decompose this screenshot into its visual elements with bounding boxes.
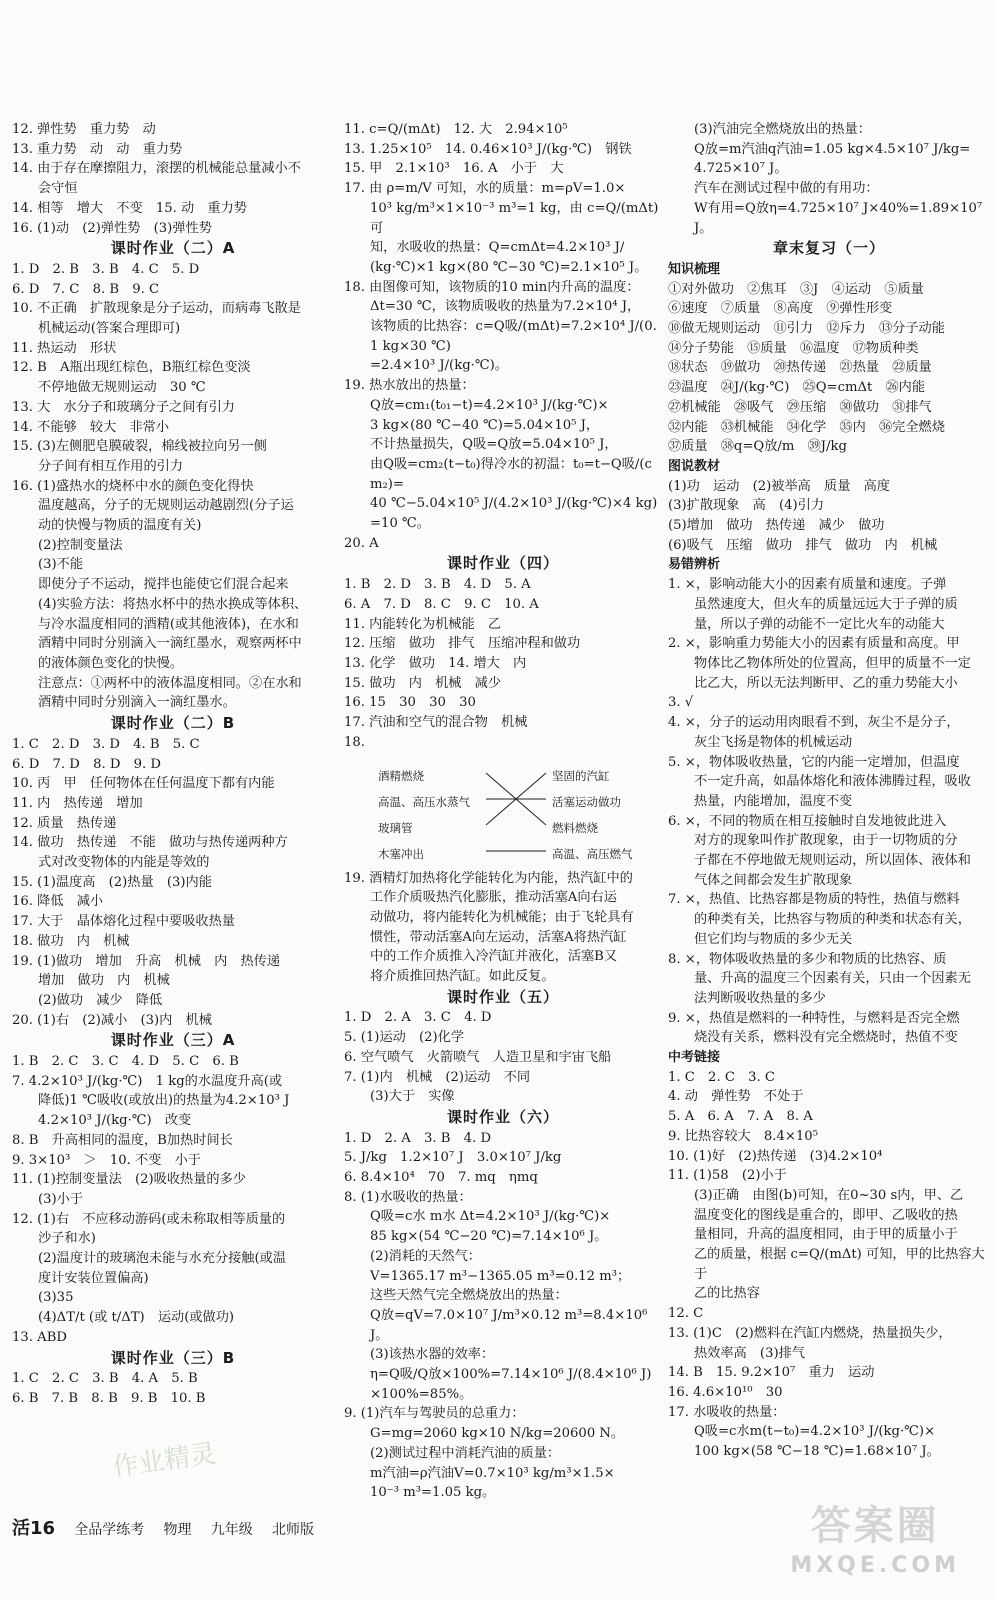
- answer-line-continued: =2.4×10³ J/(kg·℃)。: [370, 358, 508, 374]
- answer-line-continued: 不一定升高，如晶体熔化和液体沸腾过程，吸收: [694, 774, 971, 790]
- matching-right-item: 燃料燃烧: [552, 820, 598, 835]
- answer-line: 2. ×，影响重力势能大小的因素有质量和高度。甲: [668, 636, 960, 652]
- answer-line: 11. (1)控制变量法 (2)吸收热量的多少: [12, 1172, 246, 1188]
- matching-left-item: 木塞冲出: [378, 846, 424, 861]
- answer-line: 17. 水吸收的热量：: [668, 1404, 786, 1420]
- answer-line: 8. B 升高相同的温度，B加热时间长: [12, 1132, 233, 1148]
- section-heading: 课时作业（三）A: [110, 1031, 236, 1050]
- answer-line: 13. 化学 做功 14. 增大 内: [344, 655, 527, 671]
- answer-line-continued: m汽油=ρ汽油V=0.7×10³ kg/m³×1.5×: [370, 1465, 615, 1481]
- answer-line-continued: 量、升高的温度三个因素有关，只由一个因素无: [694, 971, 971, 987]
- answer-line: 1. C 2. D 3. D 4. B 5. C: [12, 736, 200, 752]
- answer-line: 4. ×，分子的运动用肉眼看不到，灰尘不是分子，: [668, 715, 960, 731]
- section-heading: 章末复习（一）: [772, 239, 885, 258]
- answer-line: 12. 质量 热传递: [12, 815, 117, 831]
- page-number: 活16: [12, 1518, 56, 1539]
- answer-line: (3)扩散现象 高 (4)引力: [668, 498, 825, 514]
- answer-line: 9. 3×10³ ＞ 10. 不变 小于: [12, 1152, 201, 1168]
- answer-line: ⑭分子势能 ⑮质量 ⑯温度 ⑰物质种类: [668, 340, 919, 356]
- answer-line-continued: (3)正确 由图(b)可知，在0~30 s内，甲、乙: [694, 1187, 964, 1203]
- answer-line-continued: 乙的比热容: [694, 1286, 760, 1302]
- matching-left-item: 玻璃管: [378, 820, 413, 835]
- subsection-heading: 图说教材: [668, 458, 721, 474]
- answer-line: 10. 不正确 扩散现象是分子运动，而病毒飞散是: [12, 301, 301, 317]
- answer-line-continued: 法判断吸收热量的多少: [694, 990, 826, 1006]
- answer-line: 18. 由图像可知，该物质的10 min内升高的温度：: [344, 279, 640, 295]
- answer-line-continued: Δt=30 ℃，该物质吸收的热量为7.2×10⁴ J，: [370, 299, 641, 315]
- section-heading: 课时作业（三）B: [110, 1348, 236, 1367]
- answer-line-continued: 增加 做功 内 机械: [38, 973, 170, 989]
- answer-line: 19. 热水放出的热量：: [344, 378, 475, 394]
- answer-line: 11. 热运动 形状: [12, 340, 117, 356]
- matching-diagram: [374, 755, 662, 867]
- answer-line: 12. 弹性势 重力势 动: [12, 122, 156, 137]
- answer-line-continued: Q吸=c水m(t−t₀)=4.2×10³ J/(kg·℃)×: [694, 1424, 936, 1440]
- subsection-heading: 中考链接: [668, 1050, 721, 1066]
- answer-line: 15. (1)温度高 (2)热量 (3)内能: [12, 874, 212, 890]
- matching-right-item: 坚固的汽缸: [552, 768, 610, 783]
- faint-watermark: 作业精灵: [110, 1438, 218, 1484]
- answer-line: 17. 汽油和空气的混合物 机械: [344, 715, 528, 731]
- answer-line: ⑥速度 ⑦质量 ⑧高度 ⑨弹性形变: [668, 301, 893, 317]
- answer-line: 11. c=Q/(mΔt) 12. 大 2.94×10⁵: [344, 122, 568, 137]
- answer-line-continued: 量，所以子弹的动能不一定比火车的动能大: [694, 616, 945, 632]
- answer-line: 6. B 7. B 8. B 9. B 10. B: [12, 1391, 206, 1406]
- answer-line: ⑩做无规则运动 ⑪引力 ⑫斥力 ⑬分子动能: [668, 321, 945, 337]
- answer-line-continued: G=mg=2060 kg×10 N/kg=20600 N。: [370, 1426, 625, 1442]
- answer-line: 16. (1)动 (2)弹性势 (3)弹性势: [12, 220, 212, 236]
- answer-line-continued: Q放=m汽油q汽油=1.05 kg×4.5×10⁷ J/kg=: [694, 141, 971, 157]
- answer-line: 13. 1.25×10⁵ 14. 0.46×10³ J/(kg·℃) 钢铁: [344, 141, 632, 157]
- answer-line: 1. ×，影响动能大小的因素有质量和速度。子弹: [668, 577, 947, 593]
- answer-line-continued: 与冷水温度相同的酒精(或其他液体)，在水和: [38, 616, 299, 632]
- answer-line-continued: 动的快慢与物质的温度有关): [38, 518, 202, 534]
- answer-line-continued: 即使分子不运动，搅拌也能使它们混合起来: [38, 577, 289, 593]
- answer-line: 12. 压缩 做功 排气 压缩冲程和做功: [344, 636, 581, 652]
- answer-line: 9. 比热容较大 8.4×10⁵: [668, 1128, 818, 1144]
- answer-line: 5. A 6. A 7. A 8. A: [668, 1109, 813, 1125]
- answer-line-continued: 温度变化的图线是重合的，即甲、乙吸收的热: [694, 1207, 958, 1223]
- site-watermark: 答案圈 MXQE.COM: [790, 1503, 960, 1578]
- answer-line-continued: (3)小于: [38, 1191, 84, 1207]
- answer-line: 13. ABD: [12, 1329, 67, 1345]
- answer-line-continued: 3 kg×(80 ℃−40 ℃)=5.04×10⁵ J，: [370, 417, 600, 433]
- answer-line-continued: 物体比乙物体所处的位置高，但甲的质量不一定: [694, 655, 971, 671]
- answer-line-continued: 惯性，带动活塞A向左运动，活塞A将热汽缸: [370, 929, 627, 945]
- answer-line-continued: 该物质的比热容：c=Q吸/(mΔt)=7.2×10⁴ J/(0.1 kg×30 ℃): [370, 319, 657, 354]
- answer-line-continued: (2)温度计的玻璃泡未能与水充分接触(或温: [38, 1251, 287, 1267]
- section-heading: 课时作业（二）A: [110, 239, 236, 258]
- answer-line-continued: 汽车在测试过程中做的有用功：: [694, 181, 879, 197]
- answer-line: 10. (1)好 (2)热传递 (3)4.2×10⁴: [668, 1148, 883, 1164]
- answer-line: 1. C 2. C 3. B 4. A 5. B: [12, 1371, 198, 1387]
- answer-line-continued: 会守恒: [38, 181, 78, 197]
- answer-line: 16. 4.6×10¹⁰ 30: [668, 1385, 783, 1400]
- answer-line: 6. A 7. D 8. C 9. C 10. A: [344, 596, 539, 612]
- matching-right-item: 活塞运动做功: [552, 794, 621, 809]
- answer-line-continued: 不计热量损失，Q吸=Q放=5.04×10⁵ J，: [370, 437, 618, 453]
- answer-line-continued: η=Q吸/Q放×100%=7.14×10⁶ J/(8.4×10⁶ J)×100%=85%。: [370, 1367, 652, 1402]
- answer-line-continued: 气体之间都会发生扩散现象: [694, 872, 853, 888]
- answer-line: 5. J/kg 1.2×10⁷ J 3.0×10⁷ J/kg: [344, 1150, 562, 1166]
- answer-line-continued: (2)消耗的天然气：: [370, 1248, 481, 1264]
- section-heading: 课时作业（四）: [446, 554, 559, 573]
- answer-line-continued: 100 kg×(58 ℃−18 ℃)=1.68×10⁷ J。: [694, 1444, 940, 1460]
- matching-left-item: 高温、高压水蒸气: [378, 794, 470, 809]
- answer-line-continued: (3)不能: [38, 557, 84, 573]
- subsection-heading: 易错辨析: [668, 557, 721, 573]
- answer-line-continued: 这些天然气完全燃烧放出的热量：: [370, 1288, 568, 1304]
- answer-line-continued: 注意点：①两杯中的液体温度相同。②在水和: [38, 675, 302, 691]
- section-heading: 课时作业（二）B: [110, 714, 236, 733]
- answer-line: 9. (1)汽车与驾驶员的总重力：: [344, 1406, 525, 1422]
- answer-line-continued: 量相同，升高的温度相同，由于甲的质量小于: [694, 1227, 958, 1243]
- answer-line-continued: 的种类有关，比热容与物质的种类和状态有关，: [694, 912, 971, 928]
- answer-line: 16. 15 30 30 30: [344, 695, 476, 711]
- answer-line-continued: 对方的现象叫作扩散现象，由于一切物质的分: [694, 833, 958, 849]
- answer-line-continued: 机械运动(答案合理即可): [38, 321, 181, 337]
- answer-line: 1. D 2. B 3. B 4. C 5. D: [12, 261, 200, 277]
- answer-line-continued: (3)大于 实像: [370, 1089, 455, 1105]
- matching-left-item: 酒精燃烧: [378, 768, 424, 783]
- answer-line: 7. 4.2×10³ J/(kg·℃) 1 kg的水温度升高(或: [12, 1073, 283, 1089]
- answer-line-continued: Q放=cm₁(t₀₁−t)=4.2×10³ J/(kg·℃)×: [370, 397, 609, 413]
- answer-line: 14. 由于存在摩擦阻力，滚摆的机械能总量减小不: [12, 161, 301, 177]
- answer-line: 13. 重力势 动 动 重力势: [12, 141, 183, 157]
- page-footer: [12, 1514, 328, 1540]
- answer-line-continued: 但它们均与物质的多少无关: [694, 931, 853, 947]
- answer-line-continued: 10⁻³ m³=1.05 kg。: [370, 1485, 496, 1501]
- answer-line-continued: 酒精中同时分别滴入一滴红墨水，观察两杯中: [38, 636, 302, 652]
- answer-line-continued: 动做功，将内能转化为机械能；由于飞轮具有: [370, 909, 634, 925]
- answer-line: 14. B 15. 9.2×10⁷ 重力 运动: [668, 1365, 875, 1381]
- answer-line: 20. (1)右 (2)减小 (3)内 机械: [12, 1012, 212, 1028]
- answer-line: ㉗机械能 ㉘吸气 ㉙压缩 ㉚做功 ㉛排气: [668, 399, 932, 415]
- answer-line-continued: 热效率高 (3)排气: [694, 1345, 805, 1361]
- answer-line-continued: 度计安装位置偏高): [38, 1270, 149, 1286]
- answer-line: 20. A: [344, 535, 379, 551]
- answer-line: 16. 降低 减小: [12, 894, 104, 910]
- answer-line-continued: (3)汽油完全燃烧放出的热量：: [694, 122, 871, 137]
- answer-line-continued: 85 kg×(54 ℃−20 ℃)=7.14×10⁶ J。: [370, 1229, 608, 1245]
- answer-line: 11. 内能转化为机械能 乙: [344, 616, 502, 632]
- answer-line-continued: 40 ℃−5.04×10⁵ J/(4.2×10³ J/(kg·℃)×4 kg)=10 ℃。: [370, 496, 658, 532]
- answer-line-continued: 的液体颜色变化的快慢。: [38, 655, 184, 671]
- answer-line-continued: (3)该热水器的效率：: [370, 1347, 495, 1363]
- answer-line-continued: 烧没有关系，燃料没有完全燃烧时，热值不变: [694, 1030, 958, 1046]
- answer-line-continued: 4.2×10³ J/(kg·℃) 改变: [38, 1113, 192, 1129]
- answer-line: 9. ×，热值是燃料的一种特性，与燃料是否完全燃: [668, 1010, 960, 1026]
- answer-line-continued: 将介质推回热汽缸。如此反复。: [370, 969, 555, 985]
- answer-line-continued: 工作介质吸热汽化膨胀，推动活塞A向右运: [370, 890, 617, 906]
- answer-line-continued: 热量，内能增加，温度不变: [694, 793, 853, 809]
- answer-line-continued: Q放=qV=7.0×10⁷ J/m³×0.12 m³=8.4×10⁶ J。: [370, 1307, 652, 1343]
- answer-line-continued: 中的工作介质推入冷汽缸并液化，活塞B又: [370, 949, 618, 965]
- answer-line-continued: (4)ΔT/t (或 t/ΔT) 运动(或做功): [38, 1310, 235, 1326]
- answer-line: 1. B 2. D 3. B 4. D 5. A: [344, 577, 531, 593]
- answer-line: 15. 甲 2.1×10³ 16. A 小于 大: [344, 161, 564, 177]
- answer-column-middle: [344, 120, 662, 1503]
- answer-line-continued: 沙子和水): [38, 1231, 96, 1247]
- answer-line: 6. 8.4×10⁴ 70 7. mq ηmq: [344, 1170, 538, 1186]
- answer-line: 3. √: [668, 695, 694, 711]
- section-heading: 课时作业（六）: [446, 1107, 559, 1126]
- section-heading: 课时作业（五）: [446, 987, 559, 1006]
- answer-line: 11. (1)58 (2)小于: [668, 1168, 787, 1184]
- answer-line: 15. 做功 内 机械 减少: [344, 675, 502, 691]
- answer-line-continued: 温度越高，分子的无规则运动越剧烈(分子运: [38, 498, 294, 514]
- answer-line-continued: 酒精中同时分别滴入一滴红墨水。: [38, 695, 236, 711]
- answer-line: (5)增加 做功 热传递 减少 做功: [668, 518, 885, 534]
- matching-right-item: 高温、高压燃气: [552, 846, 633, 861]
- answer-line-continued: W有用=Q放η=4.725×10⁷ J×40%=1.89×10⁷ J。: [694, 200, 987, 236]
- answer-line-continued: 不停地做无规则运动 30 ℃: [38, 380, 206, 396]
- answer-line: 5. (1)运动 (2)化学: [344, 1030, 465, 1046]
- answer-line: 5. ×，物体吸收热量，它的内能一定增加，但温度: [668, 754, 960, 770]
- answer-line: 1. D 2. A 3. C 4. D: [344, 1010, 492, 1026]
- answer-line: 4. 动 弹性势 不处于: [668, 1089, 804, 1105]
- subsection-heading: 知识梳理: [668, 261, 721, 277]
- answer-line-continued: (2)控制变量法: [38, 537, 123, 553]
- answer-line: ①对外做功 ②焦耳 ③J ④运动 ⑤质量: [668, 281, 924, 297]
- book-series: 全品学练考: [74, 1522, 145, 1538]
- answer-line: ⑱状态 ⑲做功 ⑳热传递 ㉑热量 ㉒质量: [668, 360, 932, 376]
- answer-line: ㉓温度 ㉔J/(kg·℃) ㉕Q=cmΔt ㉖内能: [668, 380, 926, 396]
- subject-label: 物理: [163, 1522, 192, 1538]
- answer-line: 1. B 2. C 3. C 4. D 5. C 6. B: [12, 1054, 239, 1070]
- answer-line: ㉜内能 ㉝机械能 ㉞化学 ㉟内 ㊱完全燃烧: [668, 419, 945, 435]
- answer-line-continued: (2)做功 减少 降低: [38, 992, 163, 1008]
- grade-label: 九年级: [210, 1522, 253, 1538]
- answer-line: 10. 丙 甲 任何物体在任何温度下都有内能: [12, 776, 275, 792]
- answer-line-continued: 知，水吸收的热量：Q=cmΔt=4.2×10³ J/: [370, 240, 625, 256]
- answer-line-continued: 比乙大，所以无法判断甲、乙的重力势能大小: [694, 675, 958, 691]
- answer-line: 1. D 2. A 3. B 4. D: [344, 1130, 492, 1146]
- answer-line: 13. (1)C (2)燃料在汽缸内燃烧，热量损失少，: [668, 1325, 952, 1341]
- answer-line-continued: (3)35: [38, 1290, 74, 1306]
- answer-line: 15. (3)左侧肥皂膜破裂，棉线被拉向另一侧: [12, 439, 267, 455]
- answer-line-continued: V=1365.17 m³−1365.05 m³=0.12 m³；: [370, 1268, 631, 1284]
- answer-line: 16. (1)盛热水的烧杯中水的颜色变化得快: [12, 478, 254, 494]
- answer-line: (6)吸气 压缩 做功 排气 做功 内 机械: [668, 537, 938, 553]
- answer-line-continued: 10³ kg/m³×1×10⁻³ m³=1 kg，由 c=Q/(mΔt) 可: [370, 200, 663, 236]
- answer-line: (1)功 运动 (2)被举高 质量 高度: [668, 478, 890, 494]
- answer-column-right: [668, 120, 990, 1462]
- answer-line-continued: (kg·℃)×1 kg×(80 ℃−30 ℃)=2.1×10⁵ J。: [370, 259, 648, 275]
- answer-line-continued: 灰尘飞扬是物体的机械运动: [694, 734, 853, 750]
- answer-line-continued: 子都在不停地做无规则运动，所以固体、液体和: [694, 853, 971, 869]
- answer-line-continued: Q吸=c水 m水 Δt=4.2×10³ J/(kg·℃)×: [370, 1209, 611, 1225]
- answer-line-continued: 式对改变物体的内能是等效的: [38, 855, 210, 871]
- edition-label: 北师版: [272, 1522, 314, 1538]
- answer-line: 6. 空气喷气 火箭喷气 人造卫星和宇宙飞船: [344, 1049, 612, 1065]
- answer-line: 19. 酒精灯加热将化学能转化为内能，热汽缸中的: [344, 870, 633, 886]
- answer-line-continued: 由Q吸=cm₂(t−t₀)得冷水的初温：t₀=t−Q吸/(cm₂)=: [370, 456, 652, 492]
- answer-line: 8. ×，物体吸收热量的多少和物质的比热容、质: [668, 951, 947, 967]
- answer-line: 19. (1)做功 增加 升高 机械 内 热传递: [12, 953, 281, 969]
- answer-line: 13. 大 水分子和玻璃分子之间有引力: [12, 399, 235, 415]
- answer-line: 7. ×，热值、比热容都是物质的特性，热值与燃料: [668, 892, 960, 908]
- answer-line: 7. (1)内 机械 (2)运动 不同: [344, 1069, 531, 1085]
- answer-line: 8. (1)水吸收的热量：: [344, 1189, 472, 1205]
- answer-line: 18. 做功 内 机械: [12, 933, 130, 949]
- answer-line-continued: (4)实验方法：将热水杯中的热水换成等体积、: [38, 596, 308, 612]
- answer-line-continued: 分子间有相互作用的引力: [38, 458, 184, 474]
- answer-line: 12. (1)右 不应移动游码(或未称取相等质量的: [12, 1211, 286, 1227]
- answer-line-continued: 4.725×10⁷ J。: [694, 161, 788, 177]
- answer-line: 6. ×，不同的物质在相互接触时自发地彼此进入: [668, 813, 947, 829]
- answer-line: 17. 大于 晶体熔化过程中要吸收热量: [12, 914, 235, 930]
- answer-line: 14. 相等 增大 不变 15. 动 重力势: [12, 200, 247, 216]
- answer-line: ㊲质量 ㊳q=Q放/m ㊴J/kg: [668, 439, 847, 455]
- answer-line-continued: (2)测试过程中消耗汽油的质量：: [370, 1445, 561, 1461]
- answer-line: 17. 由 ρ=m/V 可知，水的质量：m=ρV=1.0×: [344, 181, 626, 197]
- answer-line: 6. D 7. C 8. B 9. C: [12, 281, 160, 297]
- answer-line: 11. 内 热传递 增加: [12, 795, 143, 811]
- answer-line-continued: 降低)1 ℃吸收(或放出)的热量为4.2×10³ J: [38, 1093, 290, 1109]
- answer-line: 14. 做功 热传递 不能 做功与热传递两种方: [12, 835, 288, 851]
- answer-line: 1. C 2. C 3. C: [668, 1069, 775, 1085]
- answer-column-left: [12, 120, 334, 1409]
- answer-line-continued: 乙的质量，根据 c=Q/(mΔt) 可知，甲的比热容大于: [694, 1247, 985, 1282]
- answer-line: 14. 不能够 较大 非常小: [12, 419, 170, 435]
- answer-line: 12. B A瓶出现红棕色，B瓶红棕色变淡: [12, 360, 251, 376]
- answer-line-continued: 虽然速度大，但火车的质量远远大于子弹的质: [694, 596, 958, 612]
- answer-line: 18.: [344, 734, 365, 750]
- answer-line: 12. C: [668, 1306, 704, 1322]
- answer-line: 6. D 7. D 8. D 9. D: [12, 756, 161, 772]
